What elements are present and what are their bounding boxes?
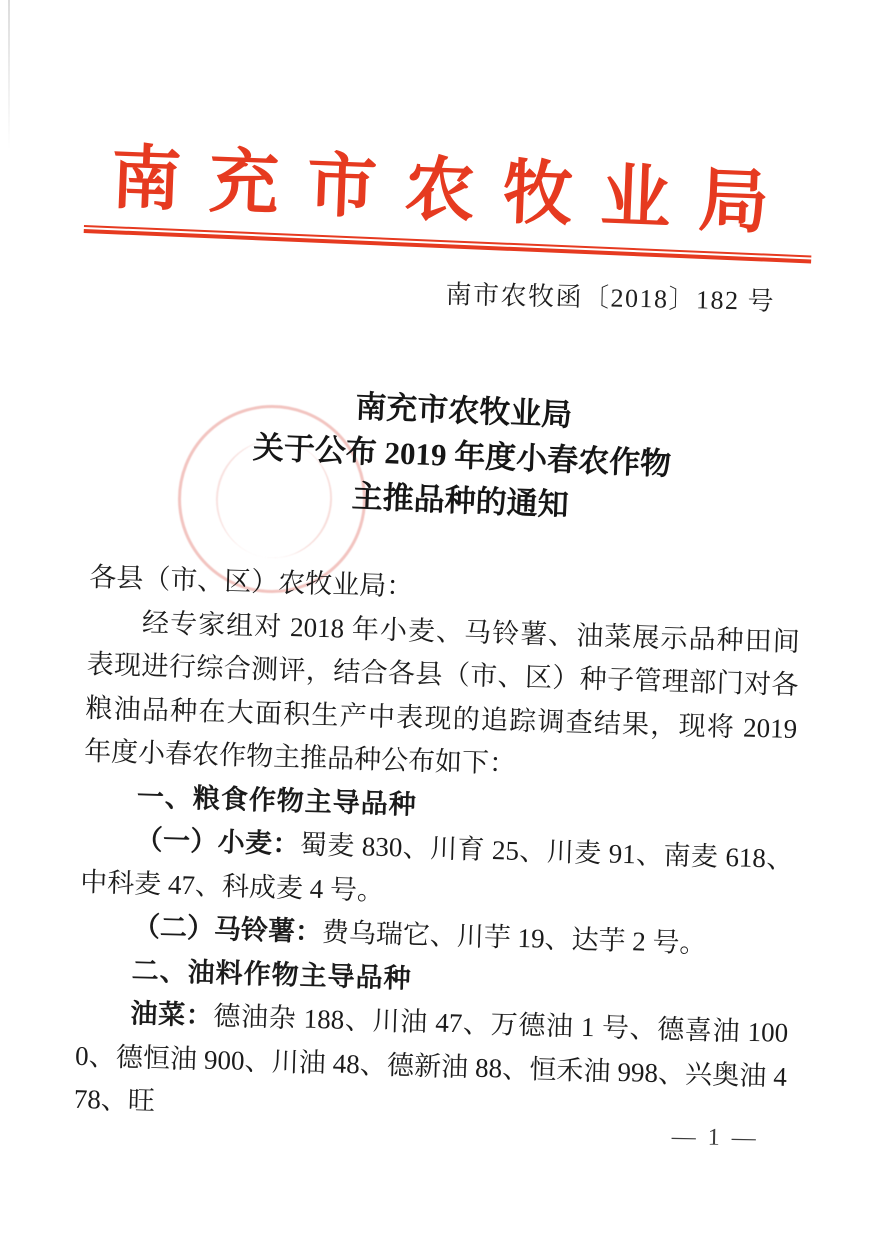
- paragraph-text: 费乌瑞它、川芋 19、达芋 2 号。: [321, 917, 707, 959]
- page-number: — 1 —: [671, 1124, 759, 1152]
- section-heading: 一、粮食作物主导品种: [136, 781, 418, 820]
- paragraph-text: 蜀麦 830、川育 25、川麦 91、南麦 618、中科麦 47、科成麦 4 号。: [79, 829, 794, 906]
- document-body: [73, 556, 801, 1142]
- section-heading: 二、油料作物主导品种: [131, 954, 413, 994]
- body-paragraph: [73, 991, 789, 1143]
- document-reference-number: 南市农牧函〔2018〕182 号: [445, 279, 776, 316]
- paragraph-lead: （二）马铃薯：: [132, 911, 323, 948]
- paragraph-text: 经专家组对 2018 年小麦、马铃薯、油菜展示品种田间表现进行综合测评，结合各县（市、区）种子管理部门对各粮油品种在大面积生产中表现的追踪调查结果，现将 2019 年度小春农作物主推品种公布如下：: [83, 607, 801, 779]
- paragraph-text: 德油杂 188、川油 47、万德油 1 号、德喜油 1000、德恒油 900、川油 48、德新油 88、恒禾油 998、兴奥油 478、旺: [73, 1000, 789, 1117]
- document-title-line: 主推品种的通知: [351, 478, 570, 523]
- body-paragraph: [84, 599, 801, 794]
- scan-artifact-line: [8, 0, 10, 150]
- paragraph-lead: 油菜：: [130, 998, 214, 1031]
- salutation: 各县（市、区）农牧业局：: [88, 561, 414, 602]
- letterhead-agency-name: 南充市农牧业局: [109, 140, 798, 244]
- paragraph-lead: （一）小麦：: [135, 824, 301, 860]
- document-title-line: 关于公布 2019 年度小春农作物: [252, 429, 672, 482]
- document-title-line: 南充市农牧业局: [354, 388, 573, 433]
